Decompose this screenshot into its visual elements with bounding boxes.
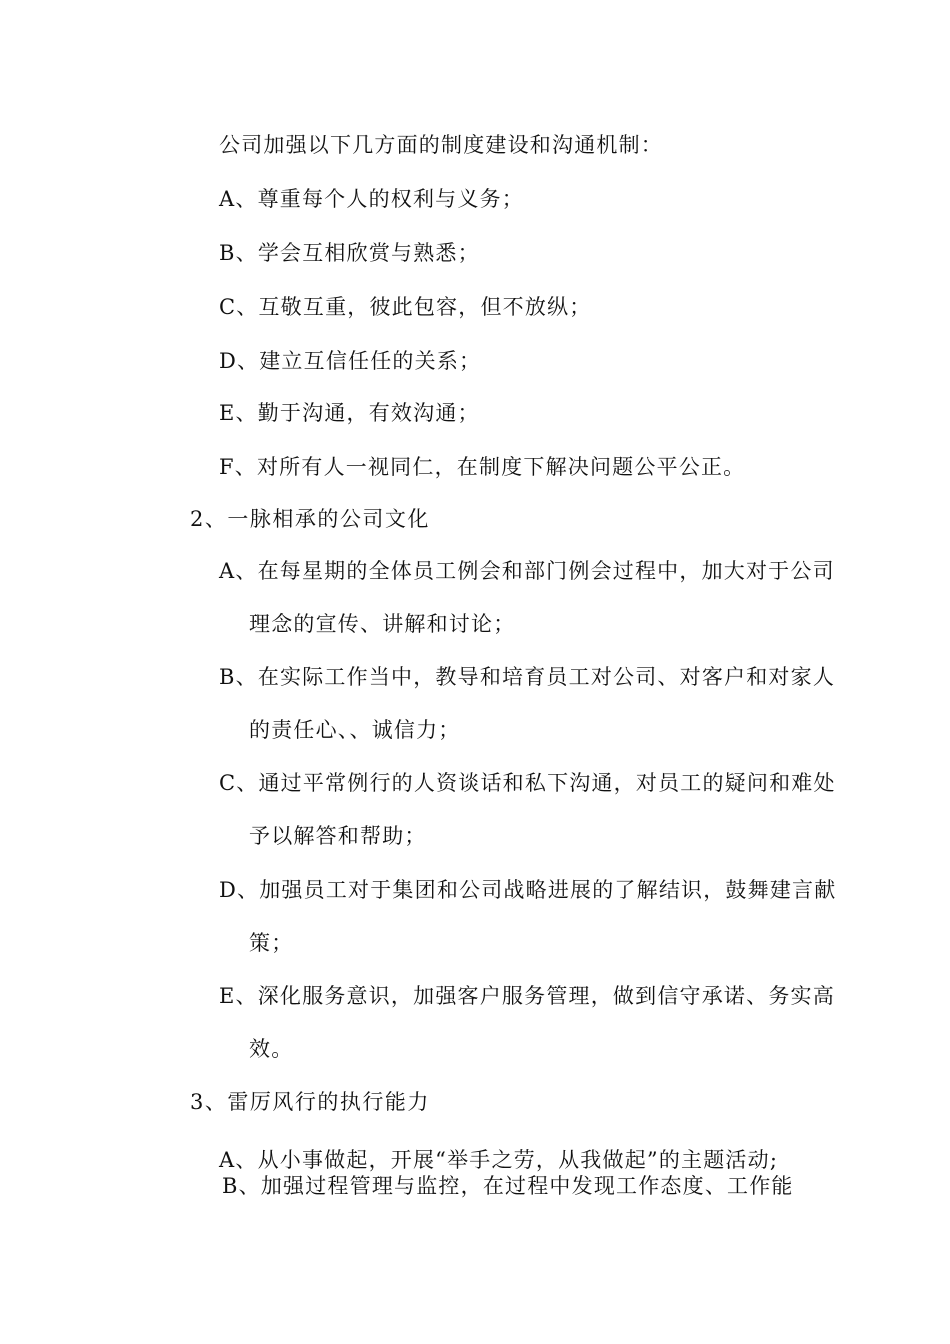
section2-item-b-cont: 的责任心、、诚信力； xyxy=(249,718,461,742)
list-item-d: D、建立互信任任的关系； xyxy=(219,349,482,373)
intro-paragraph: 公司加强以下几方面的制度建设和沟通机制： xyxy=(219,133,663,157)
list-item-a: A、尊重每个人的权利与义务； xyxy=(219,187,524,211)
section2-item-a: A、在每星期的全体员工例会和部门例会过程中，加大对于公司 xyxy=(219,559,835,583)
section2-item-a-cont: 理念的宣传、讲解和讨论； xyxy=(249,612,516,636)
section3-item-b: B、加强过程管理与监控，在过程中发现工作态度、工作能 xyxy=(222,1174,794,1198)
list-item-c: C、互敬互重，彼此包容，但不放纵； xyxy=(219,295,592,319)
section2-item-c: C、通过平常例行的人资谈话和私下沟通，对员工的疑问和难处 xyxy=(219,771,836,795)
section2-item-d: D、加强员工对于集团和公司战略进展的了解结识，鼓舞建言献 xyxy=(219,878,837,902)
list-item-b: B、学会互相欣赏与熟悉； xyxy=(219,241,480,265)
section2-item-e: E、深化服务意识，加强客户服务管理，做到信守承诺、务实高 xyxy=(219,984,835,1008)
list-item-f: F、对所有人一视同仁，在制度下解决问题公平公正。 xyxy=(219,455,746,479)
section3-item-a: A、从小事做起，开展“举手之劳，从我做起”的主题活动; xyxy=(219,1148,779,1172)
list-item-e: E、勤于沟通，有效沟通； xyxy=(219,401,480,425)
section2-item-d-cont: 策； xyxy=(249,931,294,955)
section-heading-3: 3、雷厉风行的执行能力 xyxy=(190,1090,430,1114)
section2-item-c-cont: 予以解答和帮助； xyxy=(249,824,427,848)
section2-item-b: B、在实际工作当中，教导和培育员工对公司、对客户和对家人 xyxy=(219,665,836,689)
section2-item-e-cont: 效。 xyxy=(249,1037,294,1061)
section-heading-2: 2、一脉相承的公司文化 xyxy=(190,507,430,531)
